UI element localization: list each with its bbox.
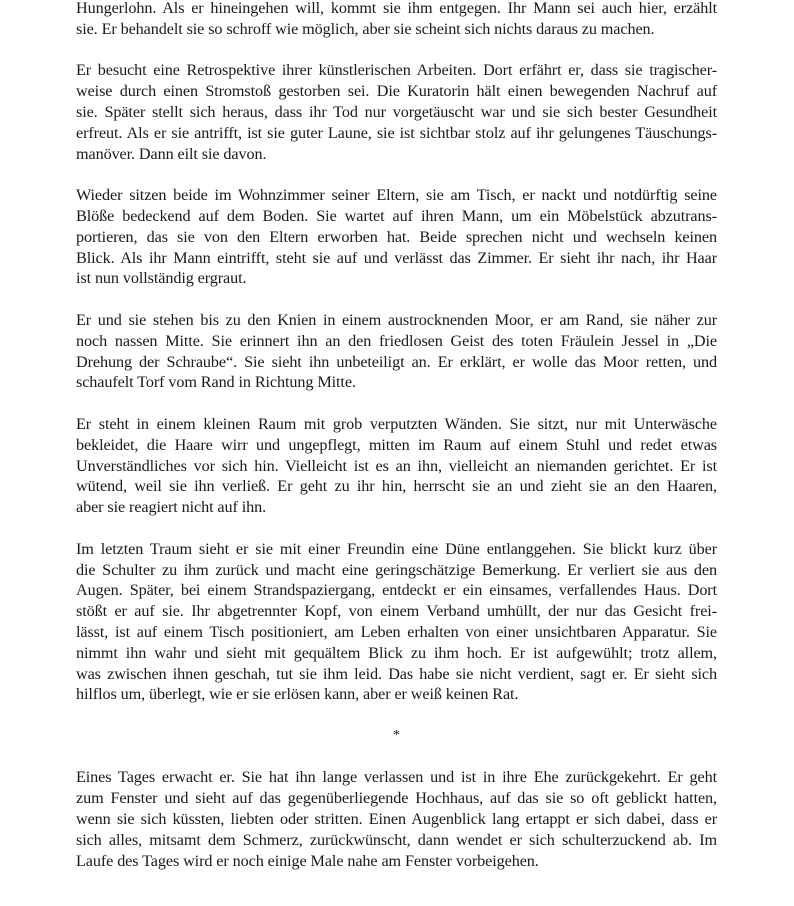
text-line: weise durch einen Stromstoß gestorben sei. Die Kuratorin hält einen bewegenden Nachruf auf xyxy=(76,82,717,101)
text-line: schaufelt Torf vom Rand in Richtung Mitte. xyxy=(76,373,356,392)
paragraph-1 xyxy=(76,0,726,40)
text-line: Eines Tages erwacht er. Sie hat ihn lange verlassen und ist in ihre Ehe zurückgekehrt. Er geht xyxy=(76,768,717,787)
text-line: nimmt ihn wahr und sieht mit gequältem Blick zu ihm hoch. Er ist aufgewühlt; trotz allem, xyxy=(76,643,717,662)
text-line: Wieder sitzen beide im Wohnzimmer seiner Eltern, sie am Tisch, er nackt und notdürftig seine xyxy=(76,186,717,205)
text-line: was zwischen ihnen geschah, tut sie ihm leid. Das habe sie nicht verdient, sagt er. Er sieht sich xyxy=(76,664,717,683)
text-line: die Schulter zu ihm zurück und macht eine geringschätzige Bemerkung. Er verliert sie aus den xyxy=(76,560,717,579)
paragraph-2 xyxy=(76,60,726,164)
text-line: sich alles, mitsamt dem Schmerz, zurückwünscht, dann wendet er sich schulterzuckend ab. Im xyxy=(76,830,717,849)
text-line: sie. Später stellt sich heraus, dass ihr Tod nur vorgetäuscht war und sie sich bester Gesundheit xyxy=(76,102,717,121)
text-line: wütend, weil sie ihn verließ. Er geht zu ihr hin, herrscht sie an und zieht sie an den Haaren, xyxy=(76,477,717,496)
text-line: Im letzten Traum sieht er sie mit einer Freundin eine Düne entlanggehen. Sie blickt kurz über xyxy=(76,539,717,558)
paragraph-4 xyxy=(76,310,726,393)
text-line: aber sie reagiert nicht auf ihn. xyxy=(76,498,267,517)
text-line: manöver. Dann eilt sie davon. xyxy=(76,144,267,163)
paragraph-final xyxy=(76,767,726,871)
text-line: Augen. Später, bei einem Strandspaziergang, entdeckt er ein einsames, verfallendes Haus. Dort xyxy=(76,581,717,600)
text-line: lässt, ist auf einem Tisch positioniert, am Leben erhalten von einer unsichtbaren Apparatur. Sie xyxy=(76,622,717,641)
text-line: Unverständliches vor sich hin. Vielleicht ist es an ihn, vielleicht an niemanden gerichtet. Er ist xyxy=(76,456,717,475)
text-line: hilflos um, überlegt, wie er sie erlösen kann, aber er weiß keinen Rat. xyxy=(76,685,519,704)
text-line: stößt er auf sie. Ihr abgetrennter Kopf, von einem Verband umhüllt, der nur das Gesicht frei- xyxy=(76,602,717,621)
text-line: Drehung der Schraube“. Sie sieht ihn unbeteiligt an. Er erklärt, er wolle das Moor retten, und xyxy=(76,352,717,371)
paragraph-3 xyxy=(76,185,726,289)
paragraph-6 xyxy=(76,539,726,705)
text-line: Er steht in einem kleinen Raum mit grob verputzten Wänden. Sie sitzt, nur mit Unterwäsche xyxy=(76,414,717,433)
section-separator: * xyxy=(393,727,400,743)
text-line: wenn sie sich küssten, liebten oder stritten. Einen Augenblick lang ertappt er sich dabei, dass er xyxy=(76,810,717,829)
text-line: zum Fenster und sieht auf das gegenüberliegende Hochhaus, auf das sie so oft geblickt hatten, xyxy=(76,789,717,808)
text-line: Laufe des Tages wird er noch einige Male nahe am Fenster vorbeigehen. xyxy=(76,851,539,870)
text-line: Blick. Als ihr Mann eintrifft, steht sie auf und verlässt das Zimmer. Er sieht ihr nach, ihr Haar xyxy=(76,248,717,267)
text-line: Er besucht eine Retrospektive ihrer künstlerischen Arbeiten. Dort erfährt er, dass sie tragischer- xyxy=(76,61,717,80)
text-line: noch nassen Mitte. Sie erinnert ihn an den friedlosen Geist des toten Fräulein Jessel in „Die xyxy=(76,331,717,350)
document-page xyxy=(76,0,726,871)
text-line: Er und sie stehen bis zu den Knien in einem austrocknenden Moor, er am Rand, sie näher zur xyxy=(76,310,717,329)
paragraph-5 xyxy=(76,414,726,518)
text-line: portieren, das sie von den Eltern erworben hat. Beide sprechen nicht und wechseln keinen xyxy=(76,227,717,246)
text-line: ist nun vollständig ergraut. xyxy=(76,269,247,288)
text-line: erfreut. Als er sie antrifft, ist sie guter Laune, sie ist sichtbar stolz auf ihr gelungenes Täuschungs- xyxy=(76,123,717,142)
text-line: Blöße bedeckend auf dem Boden. Sie wartet auf ihren Mann, um ein Möbelstück abzutrans- xyxy=(76,206,717,225)
text-line: Hungerlohn. Als er hineingehen will, kommt sie ihm entgegen. Ihr Mann sei auch hier, erzählt xyxy=(76,0,717,17)
text-line: bekleidet, die Haare wirr und ungepflegt, mitten im Raum auf einem Stuhl und redet etwas xyxy=(76,435,717,454)
text-line: sie. Er behandelt sie so schroff wie möglich, aber sie scheint sich nichts daraus zu machen. xyxy=(76,19,655,38)
